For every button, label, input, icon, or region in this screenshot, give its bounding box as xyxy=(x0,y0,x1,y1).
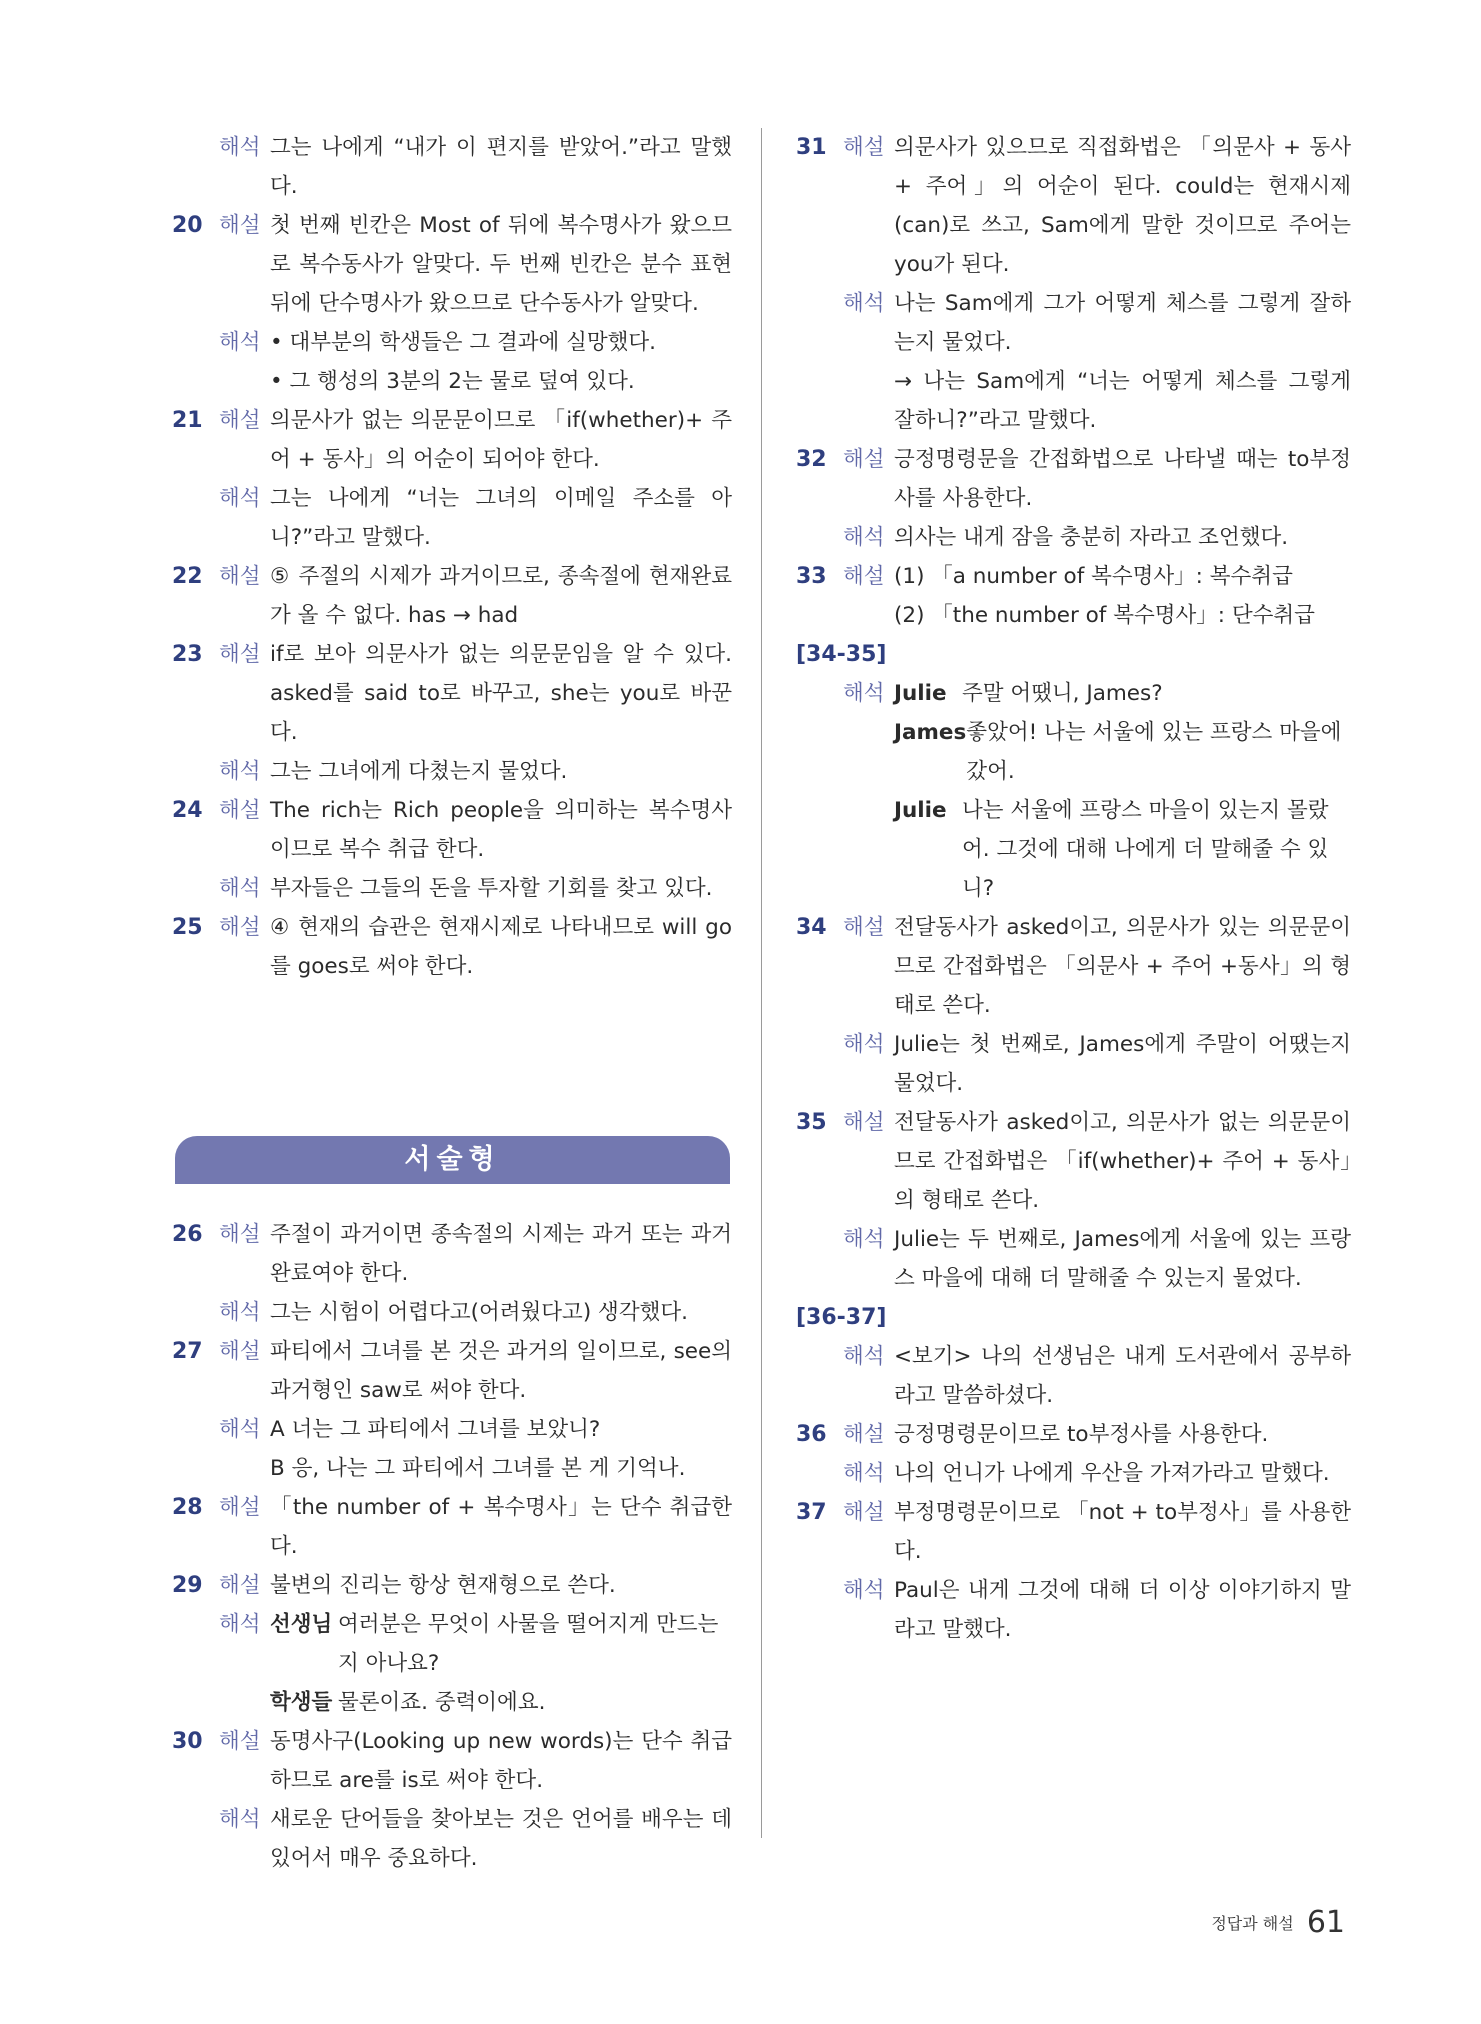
translation-tag: 해석 xyxy=(843,1578,885,1603)
explanation-text: ⑤ 주절의 시제가 과거이므로, 종속절에 현재완료가 올 수 없다. has → had xyxy=(270,564,732,628)
translation-text: Julie는 두 번째로, James에게 서울에 있는 프랑스 마을에 대해 더 말해줄 수 있는지 물었다. xyxy=(894,1227,1351,1291)
explanation-tag: 해설 xyxy=(219,1339,261,1364)
answer-entry-23 xyxy=(172,635,732,752)
translation-text: 나의 언니가 나에게 우산을 가져가라고 말했다. xyxy=(894,1461,1330,1486)
answer-entry-36 xyxy=(796,1415,1351,1454)
question-number: 37 xyxy=(796,1500,827,1525)
translation-text: 그는 나에게 “너는 그녀의 이메일 주소를 아니?”라고 말했다. xyxy=(270,486,732,550)
explanation-text: 전달동사가 asked이고, 의문사가 있는 의문문이므로 간접화법은 「의문사 + 주어 +동사」의 형태로 쓴다. xyxy=(894,915,1351,1018)
translation-entry-31 xyxy=(796,284,1351,440)
explanation-text: 첫 번째 빈칸은 Most of 뒤에 복수명사가 왔으므로 복수동사가 알맞다. 두 번째 빈칸은 분수 표현 뒤에 단수명사가 왔으므로 단수동사가 알맞다. xyxy=(270,213,732,316)
explanation-text: 불변의 진리는 항상 현재형으로 쓴다. xyxy=(270,1573,616,1598)
explanation-line: (2) 「the number of 복수명사」: 단수취급 xyxy=(894,603,1315,628)
explanation-text: 전달동사가 asked이고, 의문사가 없는 의문문이므로 간접화법은 「if(whether)+ 주어 + 동사」의 형태로 쓴다. xyxy=(894,1110,1351,1213)
question-number: 31 xyxy=(796,135,827,160)
question-number: 33 xyxy=(796,564,827,589)
answer-entry-37 xyxy=(796,1493,1351,1571)
explanation-tag: 해설 xyxy=(219,408,261,433)
answer-entry xyxy=(172,128,732,206)
dialogue-text: 여러분은 무엇이 사물을 떨어지게 만드는지 아나요? xyxy=(338,1612,719,1676)
question-number: 32 xyxy=(796,447,827,472)
question-number: 28 xyxy=(172,1495,203,1520)
translation-tag: 해석 xyxy=(219,330,261,355)
explanation-tag: 해설 xyxy=(219,1222,261,1247)
page-number: 61 xyxy=(1306,1905,1345,1940)
explanation-text: 동명사구(Looking up new words)는 단수 취급하므로 are를 is로 써야 한다. xyxy=(270,1729,732,1793)
translation-entry-36 xyxy=(796,1454,1351,1493)
translation-tag: 해석 xyxy=(843,1461,885,1486)
question-number: 30 xyxy=(172,1729,203,1754)
explanation-tag: 해설 xyxy=(843,564,885,589)
question-number: 23 xyxy=(172,642,203,667)
question-number: 25 xyxy=(172,915,203,940)
page-footer xyxy=(1211,1905,1345,1940)
translation-text-converted: → 나는 Sam에게 “너는 어떻게 체스를 그렇게 잘하니?”라고 말했다. xyxy=(894,369,1351,433)
dialogue-line xyxy=(270,1605,732,1683)
dialogue-text: 나는 서울에 프랑스 마을이 있는지 몰랐어. 그것에 대해 나에게 더 말해줄 수 있니? xyxy=(962,798,1329,901)
speaker-label: Julie xyxy=(894,798,947,823)
explanation-text: if로 보아 의문사가 없는 의문문임을 알 수 있다. asked를 said to로 바꾸고, she는 you로 바꾼다. xyxy=(270,642,732,745)
dialogue-line-a: A 너는 그 파티에서 그녀를 보았니? xyxy=(270,1417,601,1442)
answer-entry-25 xyxy=(172,908,732,986)
question-number: 20 xyxy=(172,213,203,238)
explanation-text: 주절이 과거이면 종속절의 시제는 과거 또는 과거완료여야 한다. xyxy=(270,1222,732,1286)
explanation-tag: 해설 xyxy=(843,1110,885,1135)
explanation-tag: 해설 xyxy=(843,1422,885,1447)
speaker-label: Julie xyxy=(894,681,947,706)
translation-bullet: • 대부분의 학생들은 그 결과에 실망했다. xyxy=(270,330,656,355)
answer-entry-32 xyxy=(796,440,1351,518)
translation-tag: 해석 xyxy=(219,759,261,784)
left-column-bottom xyxy=(172,1215,732,1878)
translation-tag: 해석 xyxy=(219,1417,261,1442)
translation-entry-26 xyxy=(172,1293,732,1332)
explanation-tag: 해설 xyxy=(219,915,261,940)
right-column xyxy=(796,128,1351,1649)
speaker-label: 학생들 xyxy=(270,1690,333,1715)
translation-tag: 해석 xyxy=(219,1807,261,1832)
answer-entry-21 xyxy=(172,401,732,479)
explanation-tag: 해설 xyxy=(219,798,261,823)
translation-tag: 해석 xyxy=(219,1612,261,1637)
translation-entry-37 xyxy=(796,1571,1351,1649)
section-banner-descriptive: 서술형 xyxy=(175,1136,730,1184)
translation-tag: 해석 xyxy=(843,681,885,706)
explanation-tag: 해설 xyxy=(219,1729,261,1754)
explanation-tag: 해설 xyxy=(219,642,261,667)
question-number: 21 xyxy=(172,408,203,433)
answer-entry-33 xyxy=(796,557,1351,635)
left-column-top xyxy=(172,128,732,986)
section-heading-36-37: [36-37] xyxy=(796,1305,887,1330)
question-number: 34 xyxy=(796,915,827,940)
explanation-text: 의문사가 있으므로 직접화법은 「의문사 + 동사 + 주어」의 어순이 된다. could는 현재시제(can)로 쓰고, Sam에게 말한 것이므로 주어는 you가 된다. xyxy=(894,135,1351,277)
explanation-tag: 해설 xyxy=(843,1500,885,1525)
column-divider xyxy=(761,128,762,1838)
section-heading-34-35: [34-35] xyxy=(796,642,887,667)
translation-text: 의사는 내게 잠을 충분히 자라고 조언했다. xyxy=(894,525,1289,550)
explanation-tag: 해설 xyxy=(843,447,885,472)
explanation-tag: 해설 xyxy=(219,1573,261,1598)
question-number: 24 xyxy=(172,798,203,823)
answer-entry-31 xyxy=(796,128,1351,284)
dialogue-text: 주말 어땠니, James? xyxy=(962,681,1163,706)
explanation-text: 긍정명령문이므로 to부정사를 사용한다. xyxy=(894,1422,1269,1447)
translation-tag: 해석 xyxy=(843,525,885,550)
translation-text: 그는 시험이 어렵다고(어려웠다고) 생각했다. xyxy=(270,1300,688,1325)
dialogue-34-35 xyxy=(796,674,1351,908)
translation-entry-24 xyxy=(172,869,732,908)
dialogue-line-b: B 응, 나는 그 파티에서 그녀를 본 게 기억나. xyxy=(270,1456,686,1481)
explanation-text: 부정명령문이므로 「not + to부정사」를 사용한다. xyxy=(894,1500,1351,1564)
question-number: 36 xyxy=(796,1422,827,1447)
answer-entry-30 xyxy=(172,1722,732,1800)
answer-entry-27 xyxy=(172,1332,732,1410)
answer-entry-22 xyxy=(172,557,732,635)
translation-tag: 해석 xyxy=(219,486,261,511)
translation-entry-34 xyxy=(796,1025,1351,1103)
answer-entry-34 xyxy=(796,908,1351,1025)
question-number: 29 xyxy=(172,1573,203,1598)
question-number: 26 xyxy=(172,1222,203,1247)
explanation-text: The rich는 Rich people을 의미하는 복수명사이므로 복수 취급 한다. xyxy=(270,798,732,862)
answer-entry-20 xyxy=(172,206,732,323)
translation-tag: 해석 xyxy=(843,1227,885,1252)
translation-text: 새로운 단어들을 찾아보는 것은 언어를 배우는 데 있어서 매우 중요하다. xyxy=(270,1807,732,1871)
explanation-tag: 해설 xyxy=(843,135,885,160)
answer-entry-28 xyxy=(172,1488,732,1566)
explanation-tag: 해설 xyxy=(219,1495,261,1520)
explanation-text: 파티에서 그녀를 본 것은 과거의 일이므로, see의 과거형인 saw로 써야 한다. xyxy=(270,1339,732,1403)
answer-entry-35 xyxy=(796,1103,1351,1220)
translation-text: Paul은 내게 그것에 대해 더 이상 이야기하지 말라고 말했다. xyxy=(894,1578,1351,1642)
translation-entry-35 xyxy=(796,1220,1351,1298)
translation-entry-23 xyxy=(172,752,732,791)
dialogue-line xyxy=(894,674,1351,713)
speaker-label: James xyxy=(894,720,967,745)
explanation-text: 긍정명령문을 간접화법으로 나타낼 때는 to부정사를 사용한다. xyxy=(894,447,1351,511)
question-number: 22 xyxy=(172,564,203,589)
translation-text: 부자들은 그들의 돈을 투자할 기회를 찾고 있다. xyxy=(270,876,713,901)
translation-tag: 해석 xyxy=(843,1032,885,1057)
explanation-tag: 해설 xyxy=(843,915,885,940)
explanation-text: 의문사가 없는 의문문이므로 「if(whether)+ 주어 + 동사」의 어순이 되어야 한다. xyxy=(270,408,732,472)
translation-entry-30 xyxy=(172,1800,732,1878)
translation-text: 그는 나에게 “내가 이 편지를 받았어.”라고 말했다. xyxy=(270,135,732,199)
answer-entry-29 xyxy=(172,1566,732,1605)
explanation-tag: 해설 xyxy=(219,564,261,589)
explanation-text: ④ 현재의 습관은 현재시제로 나타내므로 will go를 goes로 써야 한다. xyxy=(270,915,732,979)
footer-label: 정답과 해설 xyxy=(1211,1914,1294,1933)
question-number: 35 xyxy=(796,1110,827,1135)
dialogue-text: 좋았어! 나는 서울에 있는 프랑스 마을에 갔어. xyxy=(966,720,1342,784)
dialogue-line xyxy=(894,713,1351,791)
translation-tag: 해석 xyxy=(843,291,885,316)
example-text: <보기> 나의 선생님은 내게 도서관에서 공부하라고 말씀하셨다. xyxy=(894,1344,1351,1408)
translation-text: 나는 Sam에게 그가 어떻게 체스를 그렇게 잘하는지 물었다. xyxy=(894,291,1351,355)
translation-entry-29 xyxy=(172,1605,732,1722)
translation-entry-21 xyxy=(172,479,732,557)
question-number: 27 xyxy=(172,1339,203,1364)
example-entry xyxy=(796,1337,1351,1415)
speaker-label: 선생님 xyxy=(270,1612,333,1637)
translation-text: Julie는 첫 번째로, James에게 주말이 어땠는지 물었다. xyxy=(894,1032,1351,1096)
translation-text: 그는 그녀에게 다쳤는지 물었다. xyxy=(270,759,568,784)
translation-tag: 해석 xyxy=(219,135,261,160)
answer-entry-26 xyxy=(172,1215,732,1293)
translation-entry-27 xyxy=(172,1410,732,1488)
translation-bullet: • 그 행성의 3분의 2는 물로 덮여 있다. xyxy=(270,369,635,394)
dialogue-line xyxy=(270,1683,732,1722)
translation-tag: 해석 xyxy=(219,1300,261,1325)
answer-entry-24 xyxy=(172,791,732,869)
translation-tag: 해석 xyxy=(843,1344,885,1369)
dialogue-line xyxy=(894,791,1351,908)
dialogue-text: 물론이죠. 중력이에요. xyxy=(338,1690,546,1715)
translation-tag: 해석 xyxy=(219,876,261,901)
translation-entry-32 xyxy=(796,518,1351,557)
explanation-tag: 해설 xyxy=(219,213,261,238)
explanation-text: 「the number of + 복수명사」는 단수 취급한다. xyxy=(270,1495,732,1559)
translation-entry-20 xyxy=(172,323,732,401)
explanation-line: (1) 「a number of 복수명사」: 복수취급 xyxy=(894,564,1293,589)
